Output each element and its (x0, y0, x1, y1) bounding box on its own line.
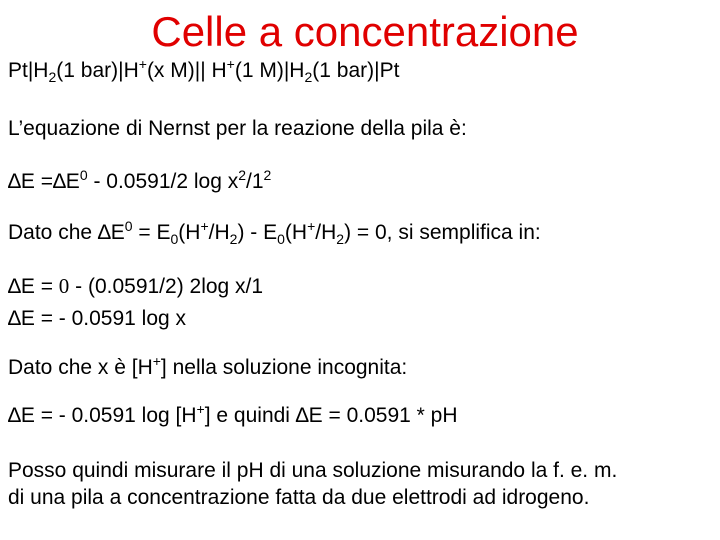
dato2-text-b: ] nella soluzione incognita: (160, 356, 408, 379)
cell-text-c: (x M)|| H (146, 59, 227, 82)
eq1-sup-3: 2 (263, 167, 272, 183)
dato1-text-f: (H (284, 221, 308, 244)
conclusion-line-2: di una pila a concentrazione fatta da due elettrodi ad idrogeno. (8, 486, 590, 509)
eq1-text-c: /1 (246, 170, 264, 193)
dato1-text-e: ) - E (237, 221, 278, 244)
eq1-text-b: - 0.0591/2 log x (87, 170, 239, 193)
dato1-text-a: Dato che ∆E (8, 221, 125, 244)
dato2-text-a: Dato che x è [H (8, 356, 153, 379)
eq4-text-a: ∆E = - 0.0591 log [H (8, 404, 197, 427)
dato1-sup-1: 0 (124, 218, 133, 234)
cell-sub-2: 2 (304, 69, 313, 85)
eq2-zero: 0 (58, 274, 70, 298)
eq2-text-a: ∆E = (8, 275, 59, 298)
eq2-text-b: - (0.0591/2) 2log x/1 (69, 275, 264, 298)
dato1-sup-3: + (307, 218, 316, 234)
dato-che-2 (8, 355, 407, 381)
cell-notation (8, 58, 399, 84)
equation-1 (8, 169, 271, 195)
eq1-sup-2: 2 (238, 167, 247, 183)
slide-title: Celle a concentrazione (151, 8, 579, 55)
eq4-text-b: ] e quindi ∆E = 0.0591 * pH (204, 404, 458, 427)
cell-text-e: (1 bar)|Pt (312, 59, 400, 82)
conclusion-line-1: Posso quindi misurare il pH di una soluzione misurando la f. e. m. (8, 459, 618, 482)
dato1-sup-2: + (200, 218, 209, 234)
dato2-sup-1: + (152, 353, 161, 369)
dato1-sub-2: 2 (229, 231, 238, 247)
dato1-text-h: ) = 0, si semplifica in: (344, 221, 541, 244)
dato1-text-g: /H (315, 221, 337, 244)
eq1-sup-1: 0 (79, 167, 88, 183)
cell-text-a: Pt|H (8, 59, 49, 82)
dato1-sub-3: 0 (277, 231, 285, 247)
cell-sup-1: + (138, 56, 147, 72)
dato1-sub-1: 0 (170, 231, 179, 247)
eq4-sup-1: + (196, 401, 205, 417)
equation-2 (8, 273, 263, 300)
cell-sub-1: 2 (48, 69, 57, 85)
cell-text-d: (1 M)|H (234, 59, 305, 82)
dato1-text-d: /H (208, 221, 230, 244)
equation-3: ∆E = - 0.0591 log x (8, 307, 187, 330)
dato1-text-c: (H (178, 221, 201, 244)
nernst-intro: L’equazione di Nernst per la reazione della pila è: (8, 117, 467, 140)
eq1-text-a: ∆E =∆E (8, 170, 80, 193)
dato-che-1 (8, 220, 541, 246)
cell-sup-2: + (226, 56, 235, 72)
dato1-sub-4: 2 (336, 231, 345, 247)
cell-text-b: (1 bar)|H (56, 59, 139, 82)
equation-4 (8, 403, 458, 429)
dato1-text-b: = E (132, 221, 171, 244)
